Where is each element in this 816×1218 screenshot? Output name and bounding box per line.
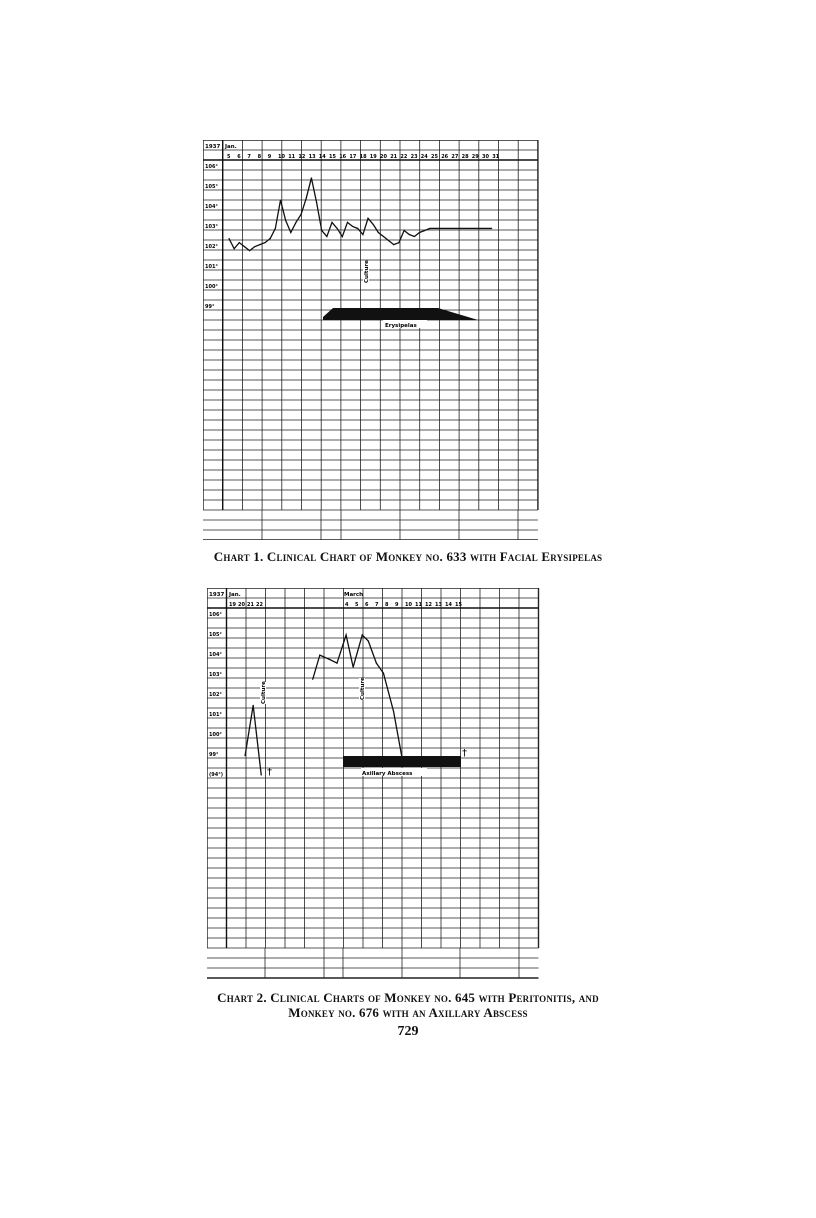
data-point <box>352 226 353 227</box>
data-point <box>345 634 346 635</box>
data-point <box>404 230 405 231</box>
day-label: 8 <box>385 602 389 608</box>
temperature-label: 102° <box>209 692 222 698</box>
data-point <box>465 228 466 229</box>
day-label: 23 <box>410 154 418 160</box>
day-label: 16 <box>339 154 347 160</box>
data-point <box>445 228 446 229</box>
data-point <box>311 177 312 178</box>
temperature-label: 105° <box>209 632 222 638</box>
data-point <box>362 634 363 635</box>
data-point <box>434 228 435 229</box>
chart-2-caption-line-2: Monkey no. 676 with an Axillary Abscess <box>288 1005 528 1020</box>
day-label: 15 <box>455 602 462 608</box>
year-label: 1937 <box>205 144 221 150</box>
day-label: 7 <box>247 154 251 160</box>
data-point <box>353 667 354 668</box>
data-point <box>383 673 384 674</box>
data-point <box>306 198 307 199</box>
data-point <box>239 242 240 243</box>
temperature-label: (94°) <box>209 772 224 778</box>
day-label: 11 <box>288 154 296 160</box>
data-point <box>290 232 291 233</box>
day-label: 13 <box>308 154 316 160</box>
data-point <box>316 202 317 203</box>
day-label: 29 <box>471 154 479 160</box>
data-point <box>393 711 394 712</box>
day-label: 5 <box>355 602 359 608</box>
data-point <box>378 232 379 233</box>
data-point <box>409 234 410 235</box>
data-point <box>429 228 430 229</box>
data-point <box>336 663 337 664</box>
culture-label: Culture <box>364 260 370 283</box>
day-label: 26 <box>441 154 449 160</box>
data-point <box>280 200 281 201</box>
temperature-label: 99° <box>205 304 215 310</box>
data-point <box>337 228 338 229</box>
day-label: 6 <box>365 602 369 608</box>
culture-label: Culture <box>261 681 267 704</box>
temperature-label: 101° <box>209 712 222 718</box>
day-label: 12 <box>298 154 306 160</box>
data-point <box>328 659 329 660</box>
chart-1 <box>203 140 540 540</box>
chart-2 <box>207 588 540 986</box>
chart-1-caption: Chart 1. Clinical Chart of Monkey no. 633 with Facial Erysipelas <box>213 549 603 564</box>
day-label: 24 <box>420 154 428 160</box>
data-point <box>331 222 332 223</box>
day-label: 15 <box>329 154 336 160</box>
day-label: 27 <box>451 154 459 160</box>
day-label: 21 <box>247 602 254 608</box>
temperature-label: 102° <box>205 244 218 250</box>
month-label-jan: Jan. <box>229 592 241 598</box>
data-point <box>398 242 399 243</box>
day-label: 20 <box>238 602 245 608</box>
data-point <box>319 655 320 656</box>
data-point <box>455 228 456 229</box>
temperature-label: 104° <box>209 652 222 658</box>
day-label: 10 <box>405 602 412 608</box>
temperature-label: 100° <box>209 732 222 738</box>
day-label: 9 <box>395 602 399 608</box>
data-point <box>301 214 302 215</box>
death-cross-icon: † <box>267 767 272 778</box>
data-point <box>357 228 358 229</box>
data-point <box>486 228 487 229</box>
day-label: 6 <box>237 154 241 160</box>
data-point <box>347 222 348 223</box>
data-point <box>481 228 482 229</box>
day-label: 25 <box>431 154 438 160</box>
data-point <box>244 755 245 756</box>
day-label: 11 <box>415 602 422 608</box>
data-point <box>440 228 441 229</box>
data-point <box>228 238 229 239</box>
day-label: 21 <box>390 154 398 160</box>
data-point <box>424 230 425 231</box>
temperature-label: 99° <box>209 752 219 758</box>
data-point <box>234 248 235 249</box>
data-point <box>362 234 363 235</box>
day-label: 22 <box>400 154 408 160</box>
day-label: 7 <box>375 602 379 608</box>
data-point <box>312 679 313 680</box>
data-point <box>393 244 394 245</box>
data-point <box>342 236 343 237</box>
data-point <box>253 705 254 706</box>
day-label: 28 <box>461 154 469 160</box>
death-cross-icon: † <box>462 748 467 759</box>
temperature-label: 103° <box>205 224 218 230</box>
day-label: 31 <box>492 154 500 160</box>
page-number: 729 <box>397 1024 419 1039</box>
day-label: 12 <box>425 602 432 608</box>
data-point <box>249 250 250 251</box>
axillary-abscess-bar <box>343 756 461 767</box>
month-label-march: March <box>344 592 364 598</box>
day-label: 10 <box>278 154 285 160</box>
culture-label: Culture <box>360 677 366 700</box>
data-point <box>264 242 265 243</box>
day-label: 22 <box>256 602 263 608</box>
day-label: 13 <box>435 602 442 608</box>
month-label: Jan. <box>225 144 237 150</box>
data-point <box>261 774 262 775</box>
day-label: 19 <box>229 602 236 608</box>
data-point <box>419 232 420 233</box>
day-label: 4 <box>345 602 349 608</box>
erysipelas-label: Erysipelas <box>385 323 417 329</box>
temperature-label: 104° <box>205 204 218 210</box>
data-point <box>295 222 296 223</box>
data-point <box>373 224 374 225</box>
data-point <box>460 228 461 229</box>
data-point <box>388 240 389 241</box>
temperature-line-monkey-645 <box>245 705 261 775</box>
data-point <box>476 228 477 229</box>
day-label: 14 <box>445 602 452 608</box>
data-point <box>254 246 255 247</box>
data-point <box>244 246 245 247</box>
data-point <box>491 228 492 229</box>
temperature-line-monkey-676 <box>313 635 402 756</box>
data-point <box>450 228 451 229</box>
data-point <box>275 228 276 229</box>
day-label: 19 <box>369 154 377 160</box>
temperature-label: 106° <box>209 612 222 618</box>
data-point <box>470 228 471 229</box>
day-label: 8 <box>257 154 262 160</box>
day-label: 18 <box>359 154 367 160</box>
temperature-label: 100° <box>205 284 218 290</box>
temperature-label: 101° <box>205 264 218 270</box>
data-point <box>376 663 377 664</box>
day-label: 20 <box>380 154 387 160</box>
day-label: 5 <box>227 154 231 160</box>
day-label: 17 <box>349 154 357 160</box>
temperature-label: 103° <box>209 672 222 678</box>
day-label: 30 <box>482 154 489 160</box>
data-point <box>368 640 369 641</box>
axillary-abscess-label: Axillary Abscess <box>362 771 413 777</box>
day-label: 14 <box>318 154 326 160</box>
year-label: 1937 <box>209 592 225 598</box>
data-point <box>383 236 384 237</box>
data-point <box>259 244 260 245</box>
data-point <box>367 218 368 219</box>
data-point <box>285 220 286 221</box>
data-point <box>321 230 322 231</box>
day-label: 9 <box>267 154 272 160</box>
data-point <box>326 236 327 237</box>
chart-2-caption-line-1: Chart 2. Clinical Charts of Monkey no. 645 with Peritonitis, and <box>217 990 599 1005</box>
data-point <box>270 238 271 239</box>
temperature-label: 105° <box>205 184 218 190</box>
data-point <box>414 236 415 237</box>
temperature-label: 106° <box>205 164 218 170</box>
